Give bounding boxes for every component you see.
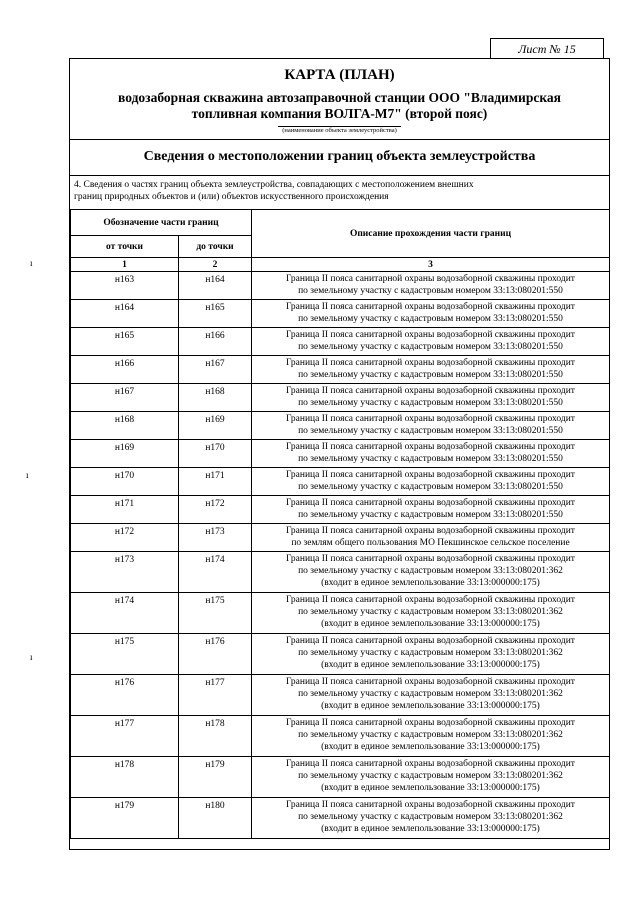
intro-text	[74, 179, 604, 203]
description-line: по земельному участку с кадастровым номером 33:13:080201:550	[298, 286, 563, 296]
document-frame	[69, 58, 610, 850]
description-line: Граница II пояса санитарной охраны водозаборной скважины проходит	[286, 274, 575, 284]
document-title: КАРТА (ПЛАН)	[284, 67, 395, 83]
table-row	[71, 634, 610, 675]
to-point-cell: н173	[179, 524, 252, 552]
table-row	[71, 593, 610, 634]
from-point-cell: н179	[71, 798, 179, 839]
description-line: по землям общего пользования МО Пекшинское сельское поселение	[291, 538, 570, 548]
to-point-cell: н176	[179, 634, 252, 675]
table-body	[71, 272, 610, 839]
to-point-cell: н179	[179, 757, 252, 798]
table-row	[71, 524, 610, 552]
description-line: по земельному участку с кадастровым номером 33:13:080201:362	[298, 771, 563, 781]
from-point-cell: н169	[71, 440, 179, 468]
description-line: по земельному участку с кадастровым номером 33:13:080201:362	[298, 648, 563, 658]
table-row	[71, 440, 610, 468]
description-line: по земельному участку с кадастровым номером 33:13:080201:550	[298, 482, 563, 492]
table-row	[71, 356, 610, 384]
description-line: Граница II пояса санитарной охраны водозаборной скважины проходит	[286, 470, 575, 480]
punch-mark: ı	[26, 470, 29, 480]
description-cell	[252, 634, 610, 675]
section-title: Сведения о местоположении границ объекта землеустройства	[70, 139, 609, 176]
description-line: (входит в единое землепользование 33:13:000000:175)	[321, 783, 540, 793]
description-line: Граница II пояса санитарной охраны водозаборной скважины проходит	[286, 386, 575, 396]
description-line: по земельному участку с кадастровым номером 33:13:080201:550	[298, 454, 563, 464]
sheet-number: Лист № 15	[490, 38, 604, 59]
table-row	[71, 675, 610, 716]
description-cell	[252, 440, 610, 468]
to-point-cell: н166	[179, 328, 252, 356]
description-cell	[252, 675, 610, 716]
description-line: по земельному участку с кадастровым номером 33:13:080201:362	[298, 607, 563, 617]
table-row	[71, 468, 610, 496]
from-point-cell: н177	[71, 716, 179, 757]
from-point-cell: н164	[71, 300, 179, 328]
description-line: Граница II пояса санитарной охраны водозаборной скважины проходит	[286, 595, 575, 605]
header-from-point: от точки	[71, 236, 179, 258]
description-line: Граница II пояса санитарной охраны водозаборной скважины проходит	[286, 554, 575, 564]
to-point-cell: н172	[179, 496, 252, 524]
from-point-cell: н170	[71, 468, 179, 496]
to-point-cell: н167	[179, 356, 252, 384]
from-point-cell: н175	[71, 634, 179, 675]
column-number-2: 2	[179, 258, 252, 272]
description-line: по земельному участку с кадастровым номером 33:13:080201:550	[298, 342, 563, 352]
table-row	[71, 496, 610, 524]
from-point-cell: н174	[71, 593, 179, 634]
description-line: по земельному участку с кадастровым номером 33:13:080201:550	[298, 426, 563, 436]
boundary-table	[70, 209, 610, 839]
header-boundary-part: Обозначение части границ	[71, 210, 252, 236]
header-to-point: до точки	[179, 236, 252, 258]
from-point-cell: н163	[71, 272, 179, 300]
description-line: Граница II пояса санитарной охраны водозаборной скважины проходит	[286, 442, 575, 452]
table-row	[71, 798, 610, 839]
from-point-cell: н172	[71, 524, 179, 552]
to-point-cell: н180	[179, 798, 252, 839]
description-cell	[252, 300, 610, 328]
object-name	[70, 90, 609, 122]
table-row	[71, 384, 610, 412]
punch-mark: ı	[30, 652, 33, 662]
description-line: Граница II пояса санитарной охраны водозаборной скважины проходит	[286, 498, 575, 508]
description-line: (входит в единое землепользование 33:13:000000:175)	[321, 742, 540, 752]
column-number-1: 1	[71, 258, 179, 272]
table-row	[71, 552, 610, 593]
document-header	[70, 59, 609, 140]
table-row	[71, 716, 610, 757]
description-line: по земельному участку с кадастровым номером 33:13:080201:362	[298, 566, 563, 576]
to-point-cell: н178	[179, 716, 252, 757]
punch-mark: ı	[30, 258, 33, 268]
description-line: по земельному участку с кадастровым номером 33:13:080201:550	[298, 314, 563, 324]
table-row	[71, 328, 610, 356]
from-point-cell: н166	[71, 356, 179, 384]
description-line: Граница II пояса санитарной охраны водозаборной скважины проходит	[286, 800, 575, 810]
intro-line1: 4. Сведения о частях границ объекта землеустройства, совпадающих с местоположением внешних	[74, 180, 474, 190]
description-line: (входит в единое землепользование 33:13:000000:175)	[321, 578, 540, 588]
to-point-cell: н177	[179, 675, 252, 716]
from-point-cell: н173	[71, 552, 179, 593]
description-line: (входит в единое землепользование 33:13:000000:175)	[321, 619, 540, 629]
description-line: по земельному участку с кадастровым номером 33:13:080201:550	[298, 398, 563, 408]
object-name-line2: топливная компания ВОЛГА-М7" (второй пояс)	[191, 106, 488, 121]
description-line: по земельному участку с кадастровым номером 33:13:080201:550	[298, 370, 563, 380]
object-name-line1: водозаборная скважина автозаправочной станции ООО "Владимирская	[118, 90, 561, 105]
description-line: по земельному участку с кадастровым номером 33:13:080201:362	[298, 812, 563, 822]
table-row	[71, 412, 610, 440]
description-cell	[252, 384, 610, 412]
description-line: Граница II пояса санитарной охраны водозаборной скважины проходит	[286, 759, 575, 769]
table-row	[71, 757, 610, 798]
from-point-cell: н165	[71, 328, 179, 356]
to-point-cell: н174	[179, 552, 252, 593]
column-number-3: 3	[252, 258, 610, 272]
description-cell	[252, 468, 610, 496]
description-cell	[252, 272, 610, 300]
description-line: по земельному участку с кадастровым номером 33:13:080201:550	[298, 510, 563, 520]
description-line: (входит в единое землепользование 33:13:000000:175)	[321, 660, 540, 670]
from-point-cell: н171	[71, 496, 179, 524]
description-line: Граница II пояса санитарной охраны водозаборной скважины проходит	[286, 526, 575, 536]
description-line: Граница II пояса санитарной охраны водозаборной скважины проходит	[286, 302, 575, 312]
description-line: Граница II пояса санитарной охраны водозаборной скважины проходит	[286, 636, 575, 646]
to-point-cell: н170	[179, 440, 252, 468]
description-cell	[252, 757, 610, 798]
description-line: Граница II пояса санитарной охраны водозаборной скважины проходит	[286, 414, 575, 424]
object-note-text: (наименование объекта землеустройства)	[278, 126, 401, 134]
description-cell	[252, 328, 610, 356]
from-point-cell: н168	[71, 412, 179, 440]
from-point-cell: н178	[71, 757, 179, 798]
description-cell	[252, 593, 610, 634]
table-row	[71, 300, 610, 328]
to-point-cell: н165	[179, 300, 252, 328]
description-line: (входит в единое землепользование 33:13:000000:175)	[321, 824, 540, 834]
to-point-cell: н168	[179, 384, 252, 412]
description-cell	[252, 716, 610, 757]
to-point-cell: н169	[179, 412, 252, 440]
description-cell	[252, 552, 610, 593]
description-cell	[252, 524, 610, 552]
description-line: (входит в единое землепользование 33:13:000000:175)	[321, 701, 540, 711]
to-point-cell: н164	[179, 272, 252, 300]
to-point-cell: н175	[179, 593, 252, 634]
description-cell	[252, 412, 610, 440]
from-point-cell: н176	[71, 675, 179, 716]
description-line: по земельному участку с кадастровым номером 33:13:080201:362	[298, 689, 563, 699]
description-line: Граница II пояса санитарной охраны водозаборной скважины проходит	[286, 358, 575, 368]
object-note	[70, 127, 609, 134]
description-line: Граница II пояса санитарной охраны водозаборной скважины проходит	[286, 718, 575, 728]
description-line: Граница II пояса санитарной охраны водозаборной скважины проходит	[286, 677, 575, 687]
header-description: Описание прохождения части границ	[252, 210, 610, 258]
from-point-cell: н167	[71, 384, 179, 412]
to-point-cell: н171	[179, 468, 252, 496]
description-cell	[252, 798, 610, 839]
description-cell	[252, 496, 610, 524]
description-cell	[252, 356, 610, 384]
description-line: по земельному участку с кадастровым номером 33:13:080201:362	[298, 730, 563, 740]
description-line: Граница II пояса санитарной охраны водозаборной скважины проходит	[286, 330, 575, 340]
table-row	[71, 272, 610, 300]
intro-line2: границ природных объектов и (или) объектов искусственного происхождения	[74, 192, 389, 202]
